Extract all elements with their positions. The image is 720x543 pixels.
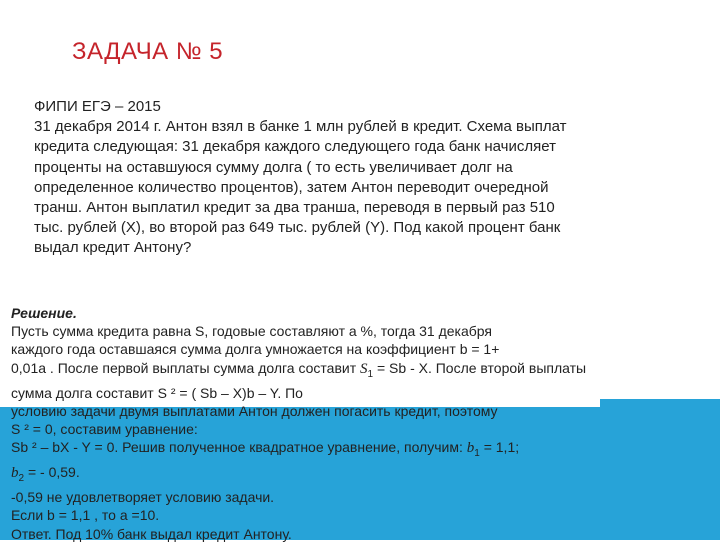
problem-line: кредита следующая: 31 декабря каждого следующего года банк начисляет — [34, 138, 556, 156]
solution-line: S ² = 0, составим уравнение: — [11, 421, 198, 438]
problem-line: определенное количество процентов), затем Антон переводит очередной — [34, 178, 549, 196]
solution-line — [11, 359, 711, 384]
math-variable: S — [360, 360, 368, 377]
problem-source: ФИПИ ЕГЭ – 2015 — [34, 98, 161, 115]
solution-text: = 1,1; — [483, 439, 520, 456]
solution-line — [11, 438, 711, 463]
math-subscript: 1 — [474, 448, 480, 460]
solution-line: Пусть сумма кредита равна S, годовые составляют а %, тогда 31 декабря — [11, 323, 492, 340]
math-subscript: 1 — [367, 368, 374, 380]
solution-answer: Ответ. Под 10% банк выдал кредит Антону. — [11, 525, 292, 542]
solution-line: -0,59 не удовлетворяет условию задачи. — [11, 489, 275, 506]
problem-line: транш. Антон выплатил кредит за два транша, переводя в первый раз 510 — [34, 199, 555, 217]
math-variable: b — [466, 440, 475, 457]
slide-title: ЗАДАЧА № 5 — [72, 38, 224, 65]
problem-line: проценты на оставшуюся сумму долга ( то есть увеличивает долг на — [34, 158, 513, 176]
math-variable: b — [11, 465, 19, 482]
problem-line: тыс. рублей (X), во второй раз 649 тыс. рублей (Y). Под какой процент банк — [34, 219, 561, 237]
solution-line: условию задачи двумя выплатами Антон должен погасить кредит, поэтому — [11, 402, 498, 419]
solution-block — [11, 304, 711, 543]
solution-heading: Решение. — [11, 305, 77, 321]
solution-text: Sb ² – bX - Y = 0. Решив полученное квадратное уравнение, получим: — [11, 439, 463, 456]
solution-text: = - 0,59. — [27, 464, 80, 481]
solution-text: = Sb - X. После второй выплаты — [376, 359, 587, 376]
math-subscript: 2 — [18, 473, 25, 485]
problem-statement — [34, 97, 684, 259]
solution-line: Если b = 1,1 , то а =10. — [11, 507, 160, 524]
problem-line: выдал кредит Антону? — [34, 239, 192, 257]
solution-line: сумма долга составит S ² = ( Sb – X)b – Y. По — [11, 384, 303, 401]
problem-line: 31 декабря 2014 г. Антон взял в банке 1 млн рублей в кредит. Схема выплат — [34, 118, 567, 136]
solution-line: каждого года оставшаяся сумма долга умножается на коэффициент b = 1+ — [11, 341, 500, 358]
solution-text: 0,01а . После первой выплаты сумма долга составит — [11, 359, 357, 376]
solution-line — [11, 463, 711, 488]
